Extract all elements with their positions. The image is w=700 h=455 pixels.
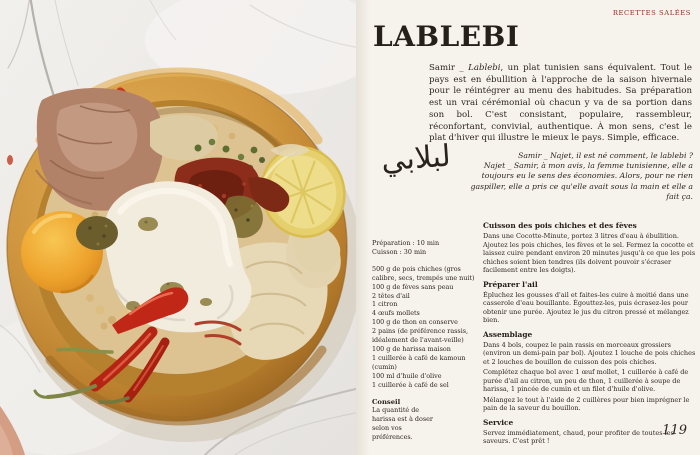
method-paragraph: Dans une Cocotte-Minute, portez 3 litres d'eau à ébullition. Ajoutez les pois chiches, les fèves et le sel. Fermez la cocotte et laissez cuire pendant environ 20 minutes jusqu'à ce que les pois chiches soient bien tendres (ils doivent pouvoir s'écraser facilement entre les doigts). (483, 232, 696, 274)
intro-text: , un plat tunisien sans équivalent. Tout le pays est en ébullition à l'approche de la saison hivernale pour le réintégrer au menu des habitudes. Sa préparation est un vrai cérémonial où chacun y va de sa portion dans son bol. C'est consistant, populaire, rassembleur, réconfortant, convivial, authentique. À mon sens, c'est le plat d'hiver qui illustre le mieux le pays. Simple, efficace. (429, 63, 692, 144)
tip-text: La quantité de harissa est à doser selon vos préférences. (372, 406, 433, 442)
ingredient-item: 500 g de pois chiches (gros calibre, secs, trempés une nuit) (372, 264, 475, 282)
arabic-title: لبلابي (380, 138, 452, 179)
method-column (483, 222, 697, 452)
method-paragraph: Mélangez le tout à l'aide de 2 cuillères pour bien imprégner le pain de la saveur du bouillon. (483, 395, 690, 412)
intro-speaker: Samir _ (429, 63, 469, 73)
recipe-title: LABLEBI (373, 20, 520, 53)
method-paragraph: Complétez chaque bol avec 1 œuf mollet, 1 cuillerée à café de purée d'ail au citron, un peu de thon, 1 cuillerée à soupe de harissa, 1 pincée de cumin et un filet d'huile d'olive. (483, 368, 689, 393)
method-section (483, 222, 697, 275)
prep-time: Préparation : 10 min (372, 239, 440, 247)
method-section (483, 331, 697, 413)
tip-title: Conseil (372, 397, 401, 406)
ingredients-column (372, 239, 476, 442)
ingredient-item: 1 cuillerée à café de sel (372, 380, 449, 389)
dialogue-line: Najet _ Samir, à mon avis, la femme tunisienne, elle a toujours eu le sens des économies. Alors, pour ne rien gaspiller, elle a pris ce qu'elle avait sous la main et elle a fait ça. (470, 161, 693, 201)
method-section (483, 281, 697, 325)
section-label: RECETTES SALÉES (612, 9, 691, 17)
ingredient-item: 100 ml d'huile d'olive (372, 371, 442, 380)
cook-time: Cuisson : 30 min (372, 247, 427, 256)
recipe-page (356, 0, 700, 455)
garlic-shreds (150, 115, 218, 160)
method-paragraph: Dans 4 bols, coupez le pain rassis en morceaux grossiers (environ un demi-pain par bol). Ajoutez 1 louche de pois chiches et 2 louches de bouillon de cuisson des pois chiches. (483, 340, 696, 366)
ingredient-item: 100 g de harissa maison (372, 344, 451, 353)
ingredient-item: 1 cuillerée à café de kamoun (cumin) (372, 353, 466, 371)
method-section-title: Service (483, 417, 514, 427)
ingredient-item: 1 citron (372, 300, 398, 309)
ingredient-item: 100 g de fèves sans peau (372, 282, 454, 291)
cumin-spice-mound (76, 216, 118, 250)
harissa-drip-small (7, 155, 13, 165)
ingredient-item: 4 œufs mollets (372, 309, 420, 318)
method-section-title: Cuisson des pois chiches et des fèves (483, 221, 637, 230)
method-paragraph: Servez immédiatement, chaud, pour profiter de toutes les saveurs. C'est prêt ! (483, 428, 674, 445)
ingredient-item: 2 têtes d'ail (372, 291, 410, 300)
dialogue-block (457, 151, 693, 202)
method-paragraph: Épluchez les gousses d'ail et faites-les cuire à moitié dans une casserole d'eau bouillante. Égouttez-les, puis écrasez-les pour obtenir une purée. Ajoutez le jus du citron pressé et mélangez bien. (483, 290, 689, 324)
method-section-title: Assemblage (483, 329, 533, 339)
intro-paragraph (429, 63, 692, 145)
intro-dish-name: Lablebi (468, 63, 501, 73)
dialogue-line: Samir _ Najet, il est né comment, le lablebi ? (518, 151, 693, 160)
ingredient-item: 100 g de thon en conserve (372, 318, 458, 327)
page-number: 119 (662, 423, 687, 438)
ingredient-item: 2 pains (de préférence rassis, idéalement de l'avant-veille) (372, 327, 469, 345)
method-section-title: Préparer l'ail (483, 279, 538, 289)
